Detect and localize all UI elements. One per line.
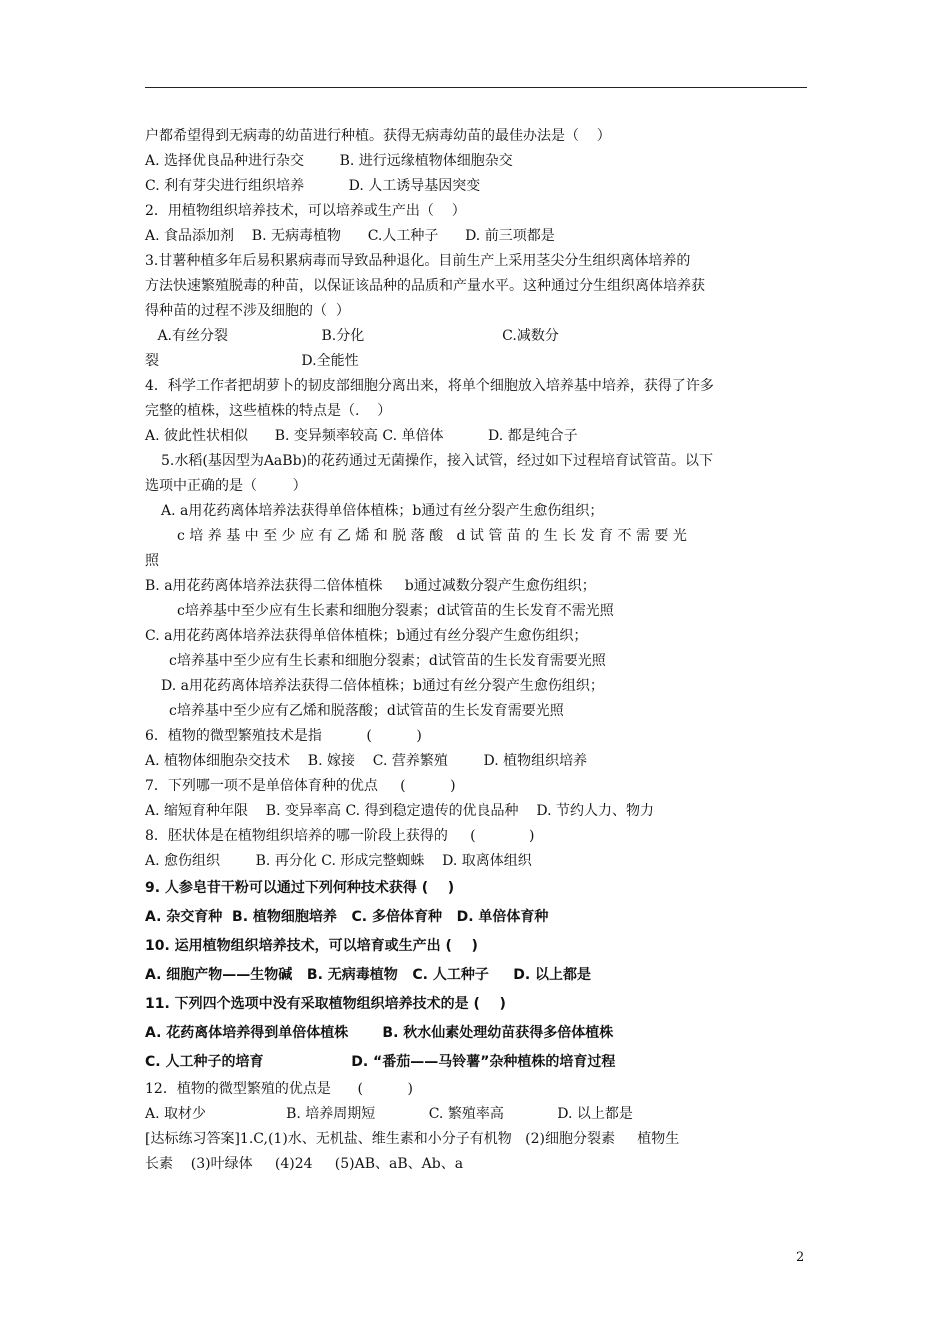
text-line: 3.甘薯种植多年后易积累病毒而导致品种退化。目前生产上采用茎尖分生组织离体培养的 [145, 253, 691, 269]
text-line: A.有丝分裂 B.分化 C.减数分 [153, 328, 559, 344]
text-line: 选项中正确的是（ ） [145, 478, 307, 494]
text-line: 2．用植物组织培养技术，可以培养或生产出（ ） [145, 203, 466, 219]
question-block-12-answers [145, 1077, 807, 1177]
text-line: A. a用花药离体培养法获得单倍体植株；b通过有丝分裂产生愈伤组织； [161, 503, 604, 519]
text-line: 12．植物的微型繁殖的优点是 ( ) [145, 1081, 413, 1097]
text-line: 完整的植株，这些植株的特点是（. ） [145, 403, 392, 419]
text-line: B. a用花药离体培养法获得二倍体植株 b通过减数分裂产生愈伤组织； [145, 578, 596, 594]
text-line: C. a用花药离体培养法获得单倍体植株；b通过有丝分裂产生愈伤组织； [145, 628, 588, 644]
text-line: 照 [145, 553, 159, 569]
text-line: [达标练习答案]1.C,(1)水、无机盐、维生素和小分子有机物 (2)细胞分裂素 植物生 [145, 1131, 680, 1147]
text-line: c培养基中至少应有乙烯和脱落酸；d试管苗的生长发育需要光照 [169, 703, 564, 719]
text-line: 4．科学工作者把胡萝卜的韧皮部细胞分离出来，将单个细胞放入培养基中培养，获得了许多 [145, 378, 714, 394]
text-line: A. 缩短育种年限 B. 变异率高 C. 得到稳定遗传的优良品种 D. 节约人力、物力 [145, 803, 654, 819]
text-line: 9. 人参皂苷干粉可以通过下列何种技术获得 ( ) [145, 880, 455, 896]
page-number: 2 [796, 1250, 805, 1265]
text-line: 户都希望得到无病毒的幼苗进行种植。获得无病毒幼苗的最佳办法是（ ） [145, 128, 611, 144]
text-line: A. 食品添加剂 B. 无病毒植物 C.人工种子 D. 前三项都是 [145, 228, 555, 244]
text-line: 11. 下列四个选项中没有采取植物组织培养技术的是 ( ) [145, 996, 506, 1012]
document-body [145, 124, 807, 1177]
text-line: c培养基中至少应有生长素和细胞分裂素；d试管苗的生长发育需要光照 [169, 653, 606, 669]
text-line: A. 选择优良品种进行杂交 B. 进行远缘植物体细胞杂交 [145, 153, 513, 169]
text-line: A. 植物体细胞杂交技术 B. 嫁接 C. 营养繁殖 D. 植物组织培养 [145, 753, 588, 769]
text-line: 7．下列哪一项不是单倍体育种的优点 ( ) [145, 778, 456, 794]
text-line: A. 细胞产物——生物碱 B. 无病毒植物 C. 人工种子 D. 以上都是 [145, 967, 592, 983]
question-block-9-11 [145, 874, 807, 1077]
text-line: 10. 运用植物组织培养技术，可以培育或生产出 ( ) [145, 938, 478, 954]
text-line: 6．植物的微型繁殖技术是指 ( ) [145, 728, 422, 744]
text-line: A. 彼此性状相似 B. 变异频率较高 C. 单倍体 D. 都是纯合子 [145, 428, 578, 444]
text-line: 裂 D.全能性 [145, 353, 359, 369]
text-line: 得种苗的过程不涉及细胞的（ ） [145, 303, 350, 319]
text-line: c培养基中至少应有生长素和细胞分裂素；d试管苗的生长发育不需光照 [177, 603, 614, 619]
text-line: 方法快速繁殖脱毒的种苗，以保证该品种的品质和产量水平。这种通过分生组织离体培养获 [145, 278, 705, 294]
text-line: A. 杂交育种 B. 植物细胞培养 C. 多倍体育种 D. 单倍体育种 [145, 909, 549, 925]
text-line: A. 花药离体培养得到单倍体植株 B. 秋水仙素处理幼苗获得多倍体植株 [145, 1025, 614, 1041]
text-line: C. 人工种子的培育 D. “番茄——马铃薯”杂种植株的培育过程 [145, 1054, 616, 1070]
text-line: C. 利有芽尖进行组织培养 D. 人工诱导基因突变 [145, 178, 481, 194]
text-line: A. 愈伤组织 B. 再分化 C. 形成完整蜘蛛 D. 取离体组织 [145, 853, 532, 869]
text-line: c 培 养 基 中 至 少 应 有 乙 烯 和 脱 落 酸 d 试 管 苗 的 生 长 发 育 不 需 要 光 [177, 528, 687, 544]
header-rule [145, 87, 807, 88]
text-line: A. 取材少 B. 培养周期短 C. 繁殖率高 D. 以上都是 [145, 1106, 633, 1122]
text-line: 8．胚状体是在植物组织培养的哪一阶段上获得的 ( ) [145, 828, 535, 844]
question-block-1-8 [145, 124, 807, 874]
text-line: 长素 (3)叶绿体 (4)24 (5)AB、aB、Ab、a [145, 1156, 464, 1172]
text-line: D. a用花药离体培养法获得二倍体植株；b通过有丝分裂产生愈伤组织； [161, 678, 604, 694]
text-line: 5.水稻(基因型为AaBb)的花药通过无菌操作，接入试管，经过如下过程培育试管苗。以下 [161, 453, 713, 469]
